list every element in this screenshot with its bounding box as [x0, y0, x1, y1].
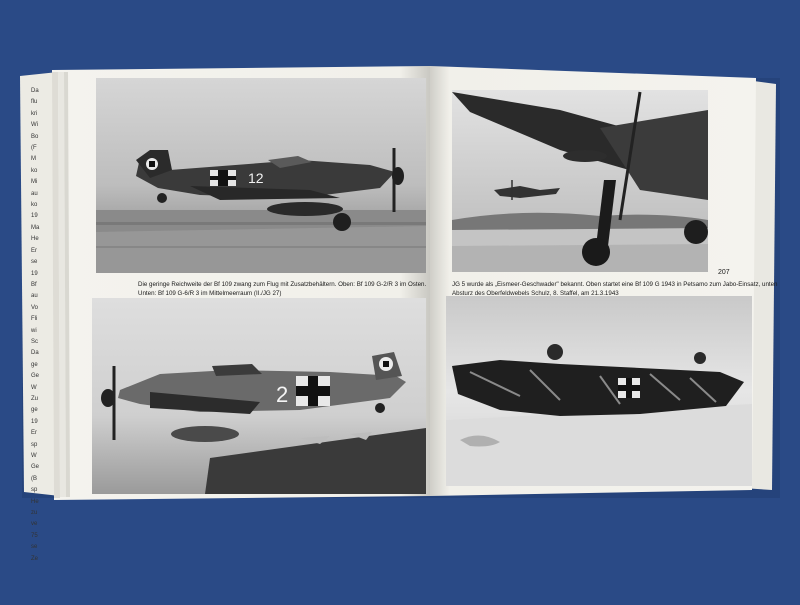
back-page-fragment: ge	[31, 361, 38, 368]
back-page-fragment: sp	[31, 441, 38, 448]
back-page-fragment: 75	[31, 532, 38, 539]
back-page-fragment: ve	[31, 521, 38, 528]
back-page-fragment: Da	[31, 350, 39, 357]
back-page-fragment: ko	[31, 167, 38, 174]
back-page-fragment: Zu	[31, 395, 39, 402]
photo-upper-right	[452, 90, 708, 272]
back-page-fragment: Sc	[31, 338, 39, 345]
back-page-fragment: ko	[31, 202, 38, 209]
back-page-fragment: Ge	[31, 373, 40, 380]
back-page-fragment: 19	[31, 213, 38, 220]
back-page-fragment: se	[31, 259, 38, 266]
back-page-fragment: Ze	[31, 555, 39, 562]
back-page-fragment: He	[31, 236, 39, 243]
back-page-fragment: Bf	[31, 281, 37, 288]
back-page-fragment: Er	[31, 247, 37, 254]
back-page-fragment: W	[31, 453, 37, 459]
back-page-fragment: (B	[31, 475, 37, 482]
back-page-fragment: Ma	[31, 224, 40, 231]
back-page-fragment: se	[31, 544, 38, 551]
back-page-fragment: au	[31, 293, 38, 300]
back-page-fragment: Bo	[31, 133, 39, 140]
back-page-fragment: Wi	[31, 122, 38, 129]
page-number: 207	[718, 269, 730, 276]
aircraft-code-upper: 12	[248, 170, 264, 186]
back-page-fragment: W	[31, 384, 37, 391]
back-page-fragment: au	[31, 190, 38, 197]
back-page-fragment: 19	[31, 418, 38, 425]
back-page-fragment: Fli	[31, 316, 38, 323]
back-page-fragment: M	[31, 156, 36, 163]
photo-lower-right	[446, 296, 752, 486]
back-page-fragment: zu	[31, 510, 38, 517]
caption-right-line2: Absturz des Oberfeldwebels Schulz, 8. Staffel, am 21.3.1943	[452, 290, 619, 297]
caption-right-line1: JG 5 wurde als „Eismeer-Geschwader" bekannt. Oben startet eine Bf 109 G 1943 in Petsamo zum Jabo-Einsatz, unten	[452, 281, 778, 288]
back-page-fragment: sp	[31, 487, 38, 494]
back-page-fragment: wi	[31, 327, 37, 334]
back-page-fragment: kri	[31, 110, 38, 117]
back-page-fragment: Mi	[31, 179, 38, 186]
photo-lower-left	[92, 298, 426, 494]
back-page-fragment: Da	[31, 88, 39, 94]
back-page-fragment: (F	[31, 145, 37, 152]
back-page-fragment: 19	[31, 270, 38, 277]
back-page-text	[31, 86, 55, 565]
back-page-fragment: He	[31, 498, 39, 505]
back-page-fragment: ge	[31, 407, 38, 414]
aircraft-code-lower: 2	[276, 382, 289, 407]
back-page-fragment: Vo	[31, 304, 39, 311]
back-page-fragment: Er	[31, 430, 37, 437]
back-page-fragment: Ge	[31, 464, 40, 471]
back-page-fragment: flu	[31, 99, 38, 106]
caption-left-line1: Die geringe Reichweite der Bf 109 zwang zum Flug mit Zusatzbehältern. Oben: Bf 109 G-2/R 3 im Osten.	[138, 281, 427, 288]
caption-left-line2: Unten: Bf 109 G-6/R 3 im Mittelmeerraum (II./JG 27)	[138, 290, 282, 297]
